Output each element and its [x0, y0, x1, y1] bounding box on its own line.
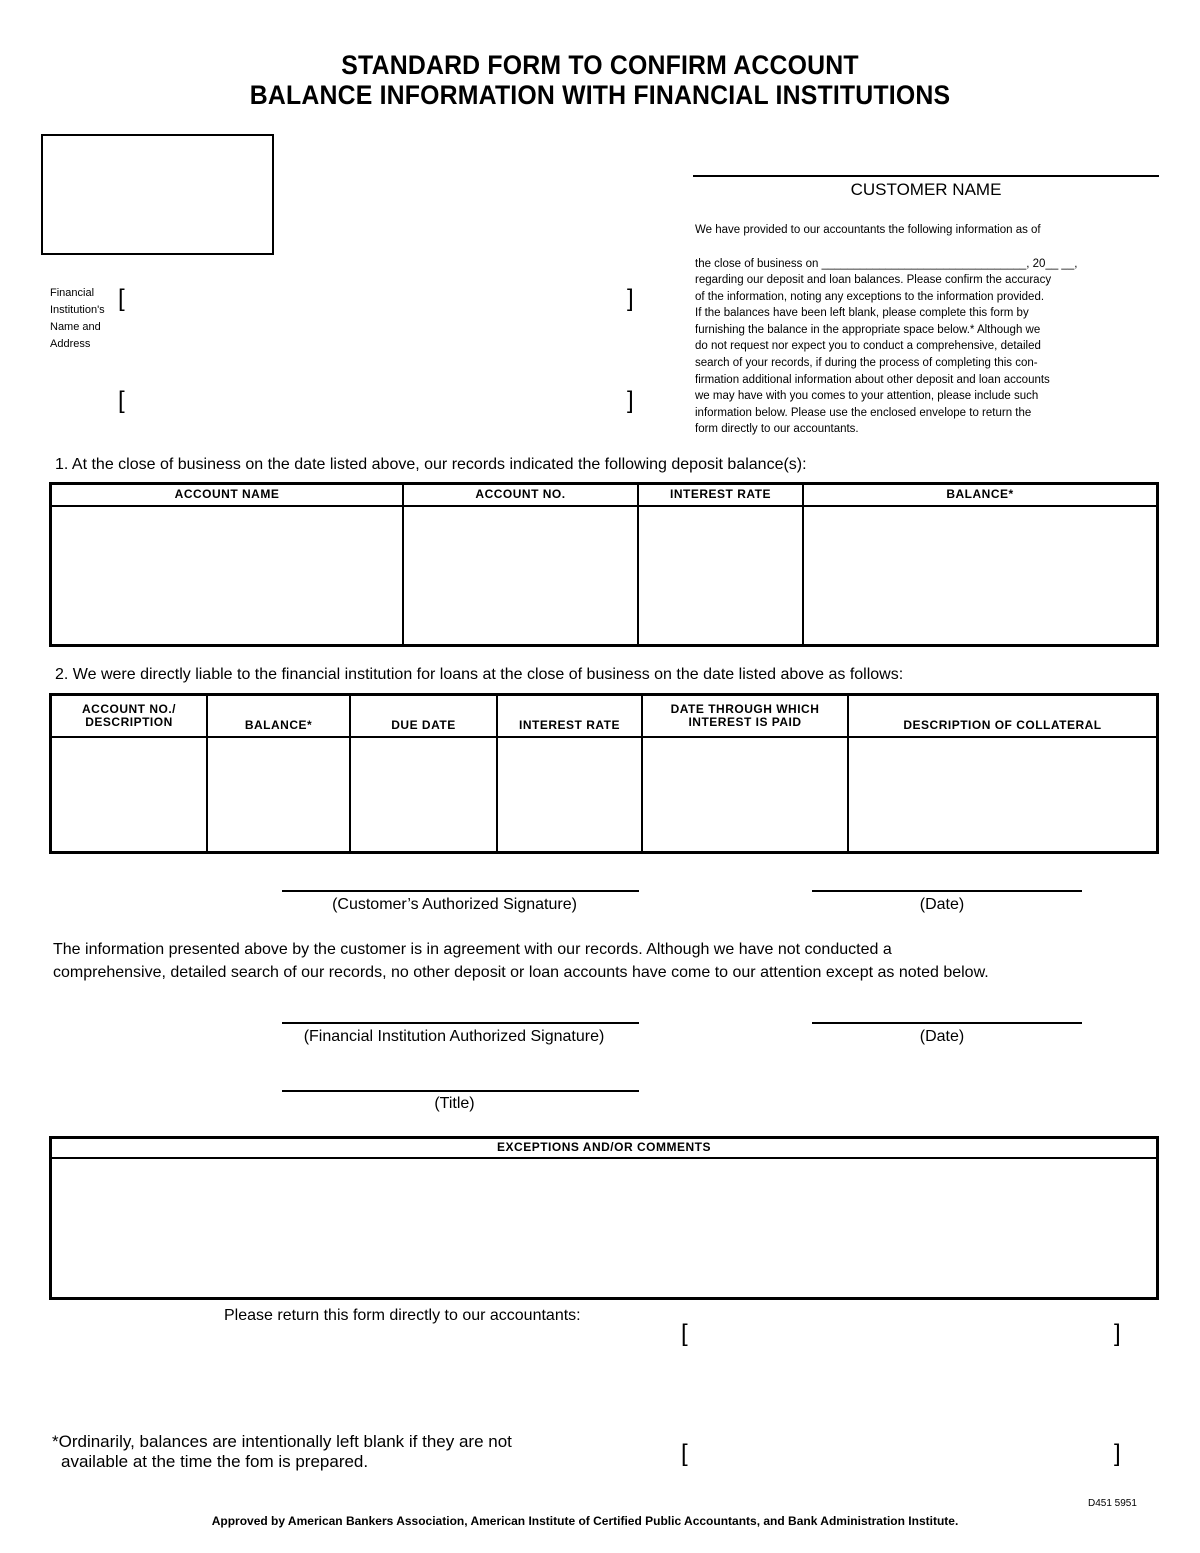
loan-cell-date-through[interactable]	[642, 737, 848, 853]
institution-bracket-open: [	[118, 285, 125, 312]
institution-address-field[interactable]	[132, 282, 622, 402]
return-text: Please return this form directly to our accountants:	[224, 1307, 581, 1324]
customer-signature-label: (Customer’s Authorized Signature)	[332, 896, 577, 913]
customer-intro: We have provided to our accountants the following information as of	[695, 224, 1041, 236]
agreement-line1: The information presented above by the customer is in agreement with our records. Although we have not conducted a	[53, 941, 892, 958]
deposit-table	[49, 482, 1159, 647]
return-bracket-close-2: ]	[1114, 1440, 1121, 1467]
body-line: regarding our deposit and loan balances. Please confirm the accuracy	[695, 274, 1052, 286]
institution-label-line: Financial	[50, 287, 95, 299]
fi-signature-label: (Financial Institution Authorized Signature)	[303, 1028, 605, 1045]
title-line[interactable]	[282, 1090, 639, 1092]
deposit-header-balance: BALANCE*	[803, 484, 1158, 506]
institution-bracket-open-2: [	[118, 387, 125, 414]
section2-text: 2. We were directly liable to the financial institution for loans at the close of business on the date listed above as follows:	[55, 666, 904, 683]
fi-signature-line[interactable]	[282, 1022, 639, 1024]
return-address-field[interactable]	[695, 1318, 1105, 1468]
loan-cell-interest-rate[interactable]	[497, 737, 642, 853]
close-of-business-line	[695, 256, 1077, 273]
loan-cell-balance[interactable]	[207, 737, 350, 853]
body-line: If the balances have been left blank, please complete this form by	[695, 307, 1029, 320]
body-line: of the information, noting any exceptions to the information provided.	[695, 290, 1045, 303]
customer-name-label: CUSTOMER NAME	[850, 180, 1002, 199]
close-of-business-text: the close of business on	[695, 258, 819, 270]
loan-header-due-date: DUE DATE	[350, 695, 497, 737]
return-bracket-open: [	[681, 1320, 688, 1347]
customer-signature-line[interactable]	[282, 890, 639, 892]
deposit-cell-account-name[interactable]	[51, 506, 404, 646]
footnote-line2: available at the time the fom is prepared.	[61, 1452, 369, 1471]
body-line: form directly to our accountants.	[695, 423, 859, 436]
loan-header-balance: BALANCE*	[207, 695, 350, 737]
logo-box[interactable]	[41, 134, 274, 255]
deposit-header-account-no: ACCOUNT NO.	[403, 484, 638, 506]
form-title-line2: BALANCE INFORMATION WITH FINANCIAL INSTITUTIONS	[249, 80, 951, 110]
loan-table	[49, 693, 1159, 854]
return-bracket-open-2: [	[681, 1440, 688, 1467]
body-line: we may have with you comes to your attention, please include such	[695, 390, 1039, 403]
loan-cell-collateral[interactable]	[848, 737, 1158, 853]
exceptions-table	[49, 1136, 1159, 1300]
institution-label	[50, 285, 105, 353]
date-label-2: (Date)	[919, 1028, 965, 1045]
customer-body	[695, 272, 1051, 438]
body-line: firmation additional information about other deposit and loan accounts	[695, 373, 1050, 386]
return-bracket-close: ]	[1114, 1320, 1121, 1347]
form-title-line1: STANDARD FORM TO CONFIRM ACCOUNT	[341, 50, 859, 80]
loan-header-account: ACCOUNT NO./ DESCRIPTION	[51, 695, 208, 737]
body-line: search of your records, if during the process of completing this con-	[695, 356, 1038, 369]
loan-header-collateral: DESCRIPTION OF COLLATERAL	[848, 695, 1158, 737]
body-line: do not request nor expect you to conduct a comprehensive, detailed	[695, 340, 1041, 353]
date-line-2[interactable]	[812, 1022, 1082, 1024]
deposit-cell-balance[interactable]	[803, 506, 1158, 646]
footnote-line1: *Ordinarily, balances are intentionally left blank if they are not	[52, 1432, 512, 1451]
loan-cell-account[interactable]	[51, 737, 208, 853]
loan-header-date-through: DATE THROUGH WHICH INTEREST IS PAID	[642, 695, 848, 737]
body-line: furnishing the balance in the appropriate space below.* Although we	[695, 323, 1041, 336]
date-blank[interactable]: ________________________________, 20__ __,	[821, 258, 1078, 270]
title-label: (Title)	[434, 1095, 475, 1112]
deposit-cell-account-no[interactable]	[403, 506, 638, 646]
loan-cell-due-date[interactable]	[350, 737, 497, 853]
body-line: information below. Please use the enclosed envelope to return the	[695, 406, 1032, 419]
date-label-1: (Date)	[919, 896, 965, 913]
deposit-header-interest-rate: INTEREST RATE	[638, 484, 803, 506]
institution-bracket-close: ]	[627, 285, 634, 312]
loan-header-interest-rate: INTEREST RATE	[497, 695, 642, 737]
section1-text: 1. At the close of business on the date listed above, our records indicated the following deposit balance(s):	[55, 456, 807, 473]
form-code: D451 5951	[1088, 1498, 1137, 1509]
institution-bracket-close-2: ]	[627, 387, 634, 414]
exceptions-header: EXCEPTIONS AND/OR COMMENTS	[51, 1138, 1158, 1158]
footnote	[52, 1432, 512, 1472]
exceptions-cell[interactable]	[51, 1158, 1158, 1299]
customer-name-line[interactable]	[693, 175, 1159, 177]
approval-text: Approved by American Bankers Association, American Institute of Certified Public Accountants, and Bank Administration Institute.	[211, 1514, 959, 1528]
institution-label-line: Institution's	[50, 304, 105, 316]
institution-label-line: Address	[50, 338, 91, 350]
institution-label-line: Name and	[50, 321, 101, 333]
date-line-1[interactable]	[812, 890, 1082, 892]
deposit-header-account-name: ACCOUNT NAME	[51, 484, 404, 506]
agreement-line2: comprehensive, detailed search of our records, no other deposit or loan accounts have come to our attention except as noted below.	[53, 964, 989, 981]
deposit-cell-interest-rate[interactable]	[638, 506, 803, 646]
